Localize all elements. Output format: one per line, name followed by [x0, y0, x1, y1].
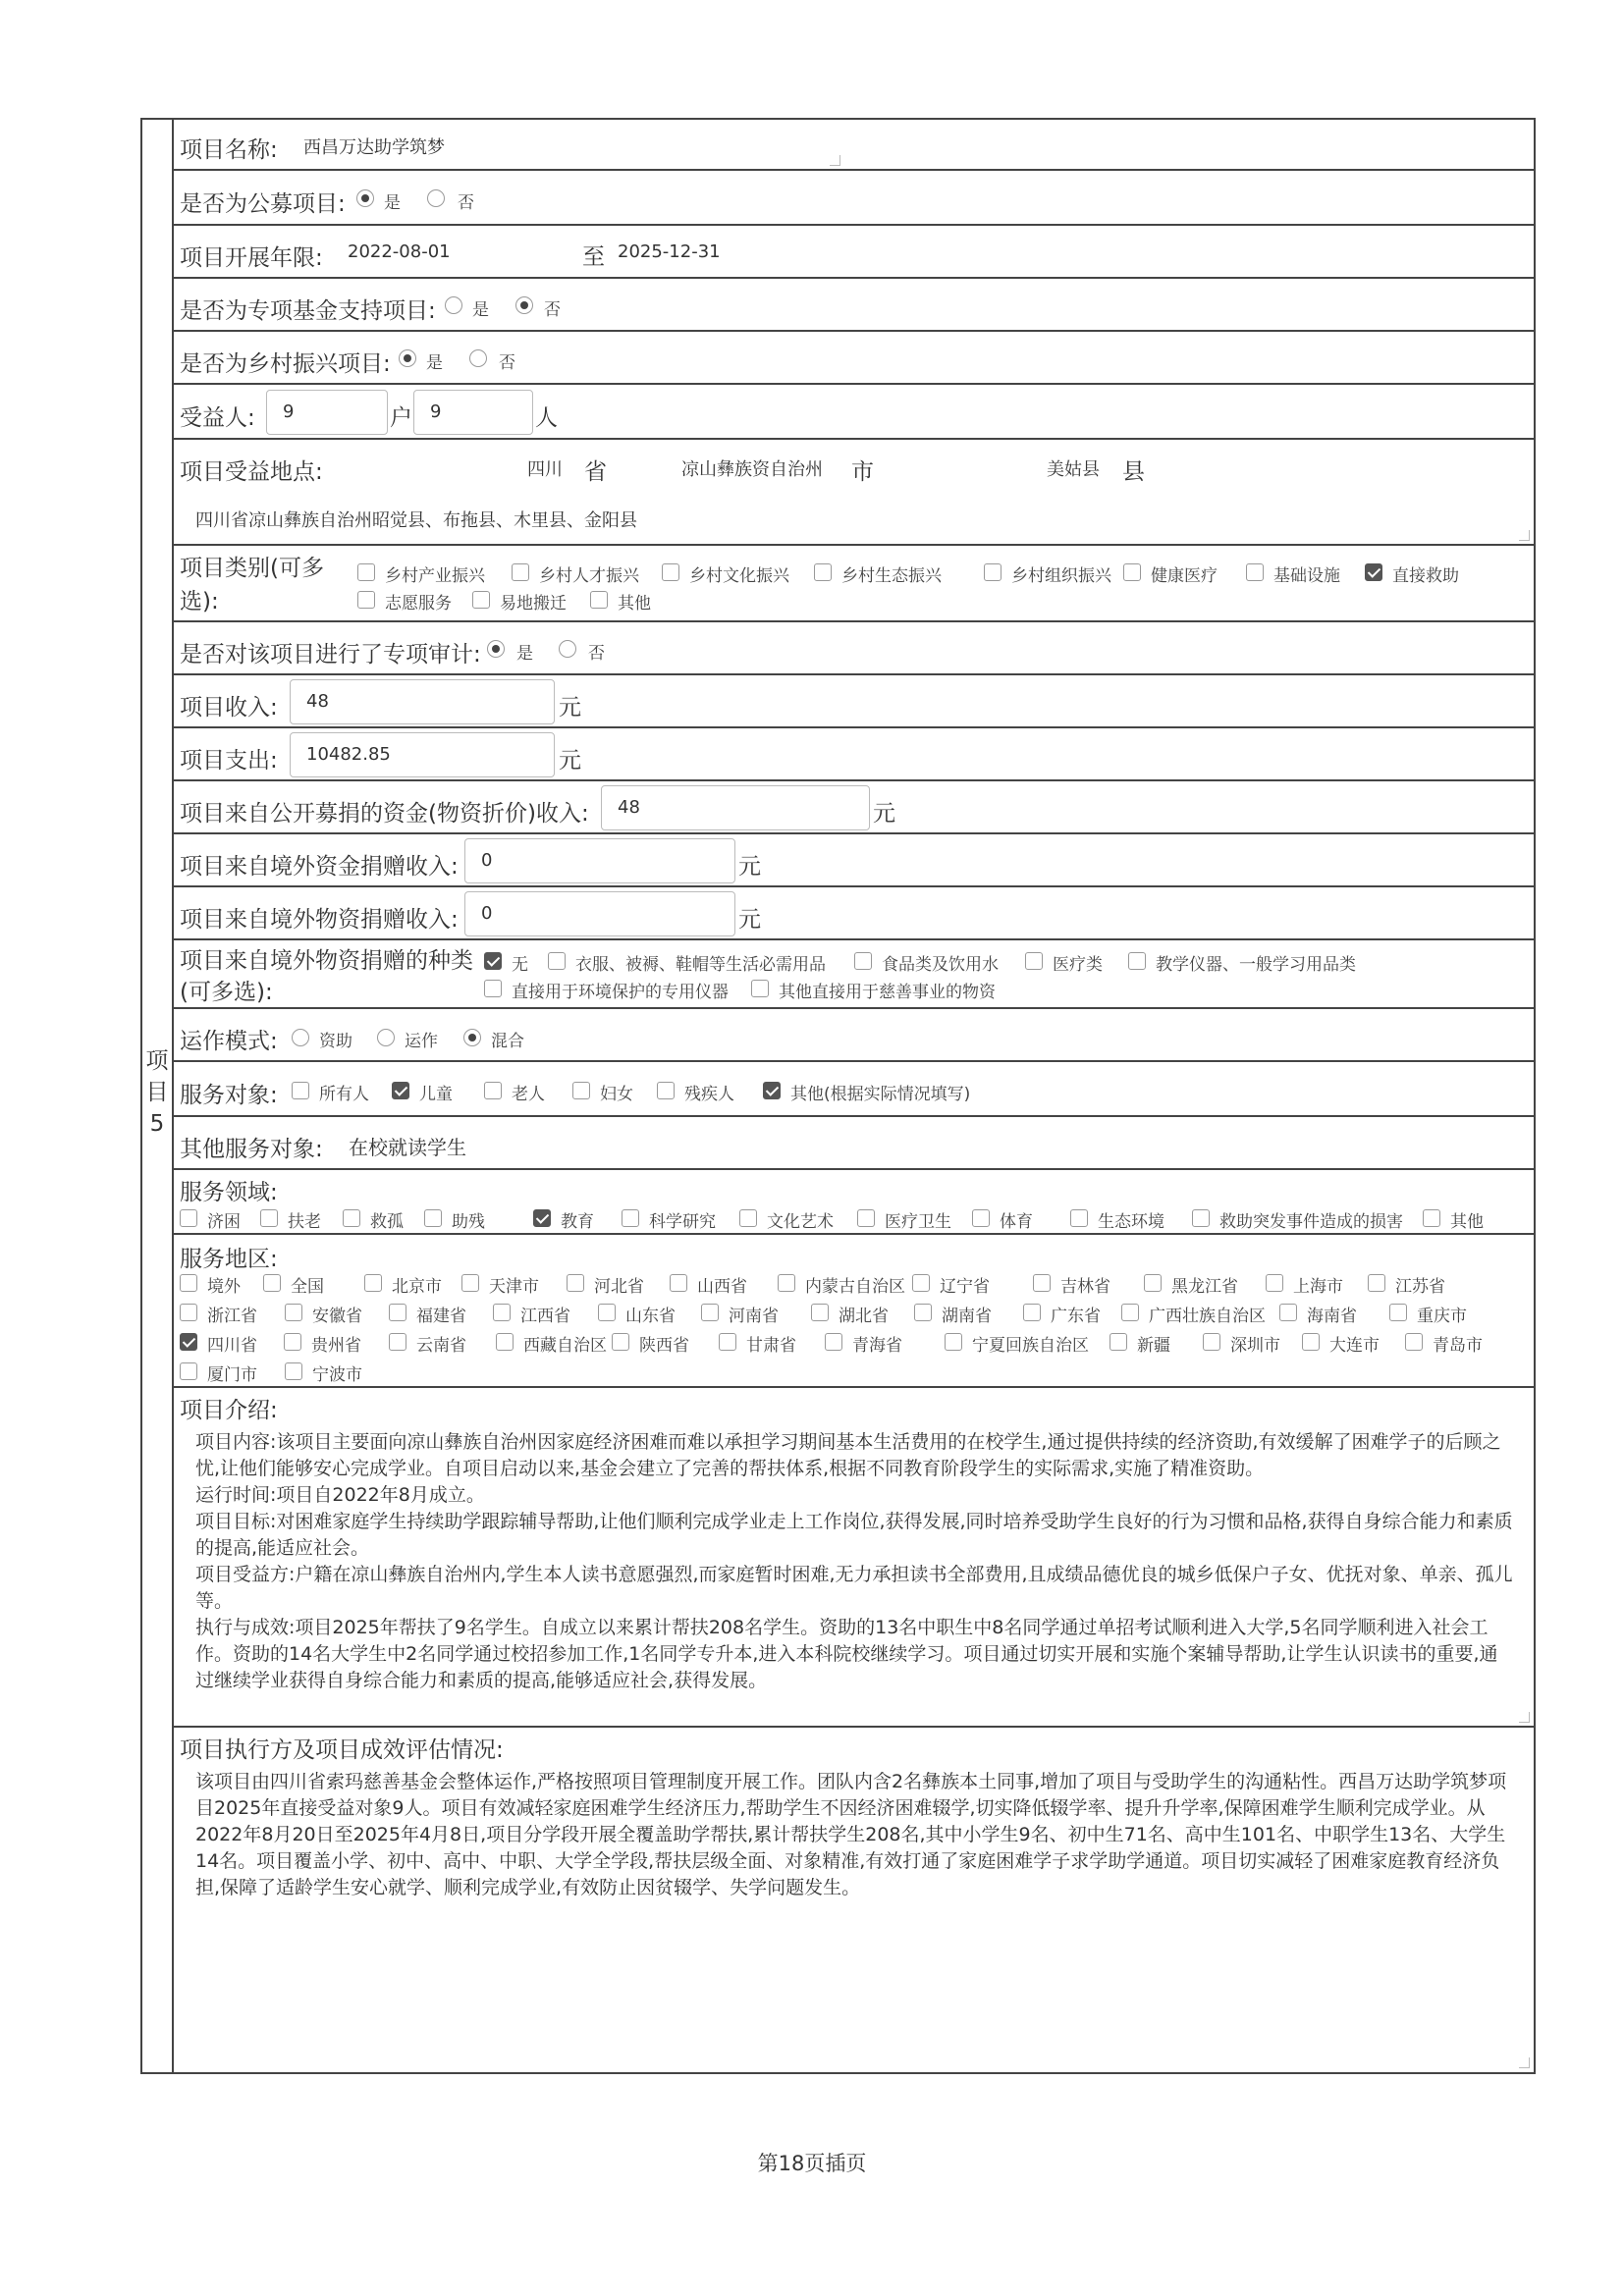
foreign-option-label: 衣服、被褥、鞋帽等生活必需用品 [575, 955, 826, 975]
region-option-label: 内蒙古自治区 [805, 1277, 905, 1297]
field-chk-3[interactable] [424, 1209, 442, 1227]
period-label: 项目开展年限: [180, 245, 323, 271]
fields-label: 服务领域: [180, 1180, 278, 1205]
region-chk-29[interactable] [719, 1333, 736, 1351]
region-chk-24[interactable] [180, 1333, 197, 1351]
category-chk-7[interactable] [1365, 563, 1382, 581]
category-option-label: 基础设施 [1273, 566, 1340, 586]
region-chk-17[interactable] [701, 1304, 719, 1321]
foreign-types-label-line1: 项目来自境外物资捐赠的种类 [180, 948, 473, 974]
audit-yes-label: 是 [516, 644, 533, 664]
project-name-label: 项目名称: [180, 137, 278, 163]
foreign-option-label: 医疗类 [1053, 955, 1103, 975]
intro-paragraph-goal: 项目目标:对困难家庭学生持续助学跟踪辅导帮助,让他们顺利完成学业走上工作岗位,获得发展,同时培养受助学生良好的行为习惯和品格,获得自身综合能力和素质的提高,能适应社会。 [195, 1511, 1513, 1559]
period-to: 至 [582, 244, 605, 270]
row-intro [174, 1388, 1536, 1728]
target-option-label: 所有人 [319, 1085, 369, 1104]
foreign-option-label: 无 [512, 955, 528, 975]
region-chk-28[interactable] [612, 1333, 629, 1351]
evaluation-label: 项目执行方及项目成效评估情况: [180, 1737, 504, 1763]
region-option-label: 全国 [291, 1277, 324, 1297]
region-chk-18[interactable] [811, 1304, 829, 1321]
category-chk-3[interactable] [814, 563, 832, 581]
region-chk-2[interactable] [364, 1274, 382, 1292]
target-chk-5[interactable] [763, 1082, 781, 1099]
category-option-label: 乡村组织振兴 [1011, 566, 1111, 586]
region-option-label: 云南省 [416, 1336, 466, 1356]
region-chk-10[interactable] [1266, 1274, 1283, 1292]
region-option-label: 青海省 [852, 1336, 902, 1356]
field-option-label: 其他 [1450, 1212, 1484, 1232]
region-chk-37[interactable] [285, 1362, 302, 1380]
category-chk-1[interactable] [512, 563, 529, 581]
category-option-label: 乡村人才振兴 [539, 566, 639, 586]
resize-handle[interactable] [1519, 2057, 1530, 2068]
special-fund-yes-label: 是 [472, 300, 489, 320]
region-chk-14[interactable] [389, 1304, 406, 1321]
region-option-label: 广西壮族自治区 [1149, 1307, 1266, 1326]
other-targets-value[interactable]: 在校就读学生 [349, 1136, 466, 1159]
field-chk-6[interactable] [739, 1209, 757, 1227]
row-location [174, 440, 1536, 546]
region-option-label: 辽宁省 [940, 1277, 990, 1297]
foreign-types-label-line2: (可多选): [180, 980, 273, 1005]
category-label-line1: 项目类别(可多 [180, 556, 324, 581]
category-chk-5[interactable] [1123, 563, 1141, 581]
mode-radio-0[interactable] [292, 1029, 309, 1046]
field-chk-4[interactable] [533, 1209, 551, 1227]
foreign-chk-4[interactable] [1128, 952, 1146, 970]
public-income-unit: 元 [873, 801, 895, 827]
audit-label: 是否对该项目进行了专项审计: [180, 642, 481, 667]
foreign-fund-label: 项目来自境外资金捐赠收入: [180, 854, 459, 880]
mode-option-label: 运作 [405, 1032, 438, 1051]
foreign-goods-label: 项目来自境外物资捐赠收入: [180, 907, 459, 933]
region-option-label: 浙江省 [207, 1307, 257, 1326]
category-option-label: 乡村生态振兴 [841, 566, 942, 586]
region-chk-15[interactable] [493, 1304, 511, 1321]
field-chk-5[interactable] [622, 1209, 639, 1227]
row-rural [174, 332, 1536, 385]
foreign-option-label: 教学仪器、一般学习用品类 [1156, 955, 1356, 975]
field-option-label: 文化艺术 [767, 1212, 834, 1232]
field-option-label: 救孤 [370, 1212, 404, 1232]
foreign-fund-unit: 元 [738, 854, 761, 880]
region-chk-27[interactable] [496, 1333, 514, 1351]
category-option-label: 直接救助 [1392, 566, 1459, 586]
foreign-chk-5[interactable] [484, 980, 502, 997]
target-option-label: 妇女 [600, 1085, 633, 1104]
field-option-label: 助残 [452, 1212, 485, 1232]
region-chk-30[interactable] [825, 1333, 842, 1351]
location-county[interactable]: 美姑县 [1047, 459, 1100, 480]
public-no-radio[interactable] [427, 189, 445, 207]
region-option-label: 湖北省 [839, 1307, 889, 1326]
row-foreign-types [174, 940, 1536, 1009]
row-evaluation [174, 1728, 1536, 2074]
row-public-fundraising [174, 171, 1536, 226]
foreign-chk-3[interactable] [1025, 952, 1043, 970]
location-city[interactable]: 凉山彝族资自治州 [681, 459, 823, 480]
category-chk-2[interactable] [662, 563, 679, 581]
region-chk-0[interactable] [180, 1274, 197, 1292]
field-chk-2[interactable] [343, 1209, 360, 1227]
rural-label: 是否为乡村振兴项目: [180, 351, 391, 377]
income-input[interactable]: 48 [290, 679, 555, 724]
category-option-label: 乡村产业振兴 [385, 566, 485, 586]
location-county-unit: 县 [1122, 459, 1145, 485]
row-period [174, 226, 1536, 279]
region-option-label: 大连市 [1329, 1336, 1380, 1356]
region-chk-11[interactable] [1368, 1274, 1385, 1292]
row-other-targets [174, 1117, 1536, 1170]
target-chk-3[interactable] [572, 1082, 590, 1099]
foreign-fund-input[interactable]: 0 [464, 838, 735, 883]
row-project-name [174, 118, 1536, 171]
region-option-label: 贵州省 [311, 1336, 361, 1356]
foreign-option-label: 直接用于环境保护的专用仪器 [512, 983, 729, 1002]
foreign-goods-input[interactable]: 0 [464, 891, 735, 936]
other-targets-label: 其他服务对象: [180, 1137, 323, 1162]
field-option-label: 生态环境 [1098, 1212, 1164, 1232]
region-chk-32[interactable] [1110, 1333, 1127, 1351]
region-chk-22[interactable] [1279, 1304, 1297, 1321]
resize-handle[interactable] [1519, 1712, 1530, 1723]
region-option-label: 河北省 [594, 1277, 644, 1297]
region-option-label: 河南省 [729, 1307, 779, 1326]
category-chk-4[interactable] [984, 563, 1001, 581]
intro-paragraph-content: 项目内容:该项目主要面向凉山彝族自治州因家庭经济困难而难以承担学习期间基本生活费用的在校学生,通过提供持续的经济资助,有效缓解了困难学子的后顾之忧,让他们能够安心完成学业。自项目启动以来,基金会建立了完善的帮扶体系,根据不同教育阶段学生的实际需求,实施了精准资助。 [195, 1431, 1501, 1479]
category-option-label: 易地搬迁 [500, 594, 567, 614]
field-option-label: 救助突发事件造成的损害 [1219, 1212, 1403, 1232]
target-option-label: 其他(根据实际情况填写) [790, 1085, 971, 1104]
public-yes-radio[interactable] [356, 189, 374, 207]
field-option-label: 教育 [561, 1212, 594, 1232]
mode-radio-2[interactable] [463, 1029, 481, 1046]
field-chk-0[interactable] [180, 1209, 197, 1227]
side-label: 项目5 [145, 1048, 169, 1137]
region-chk-36[interactable] [180, 1362, 197, 1380]
field-option-label: 扶老 [288, 1212, 321, 1232]
intro-paragraph-result: 执行与成效:项目2025年帮扶了9名学生。自成立以来累计帮扶208名学生。资助的13名中职生中8名同学通过单招考试顺利进入大学,5名同学顺利进入社会工作。资助的14名大学生中2名同学通过校招参加工作,1名同学专升本,进入本科院校继续学习。项目通过切实开展和实施个案辅导帮助,让学生认识读书的重要,通过继续学业获得自身综合能力和素质的提高,能够适应社会,获得发展。 [195, 1617, 1498, 1691]
resize-handle[interactable] [830, 155, 840, 166]
rural-yes-radio[interactable] [399, 349, 416, 367]
mode-label: 运作模式: [180, 1029, 278, 1054]
region-option-label: 青岛市 [1433, 1336, 1483, 1356]
intro-text[interactable] [195, 1429, 1516, 1694]
field-chk-7[interactable] [857, 1209, 875, 1227]
region-option-label: 天津市 [489, 1277, 539, 1297]
region-chk-7[interactable] [912, 1274, 930, 1292]
public-yes-label: 是 [384, 193, 401, 213]
region-chk-3[interactable] [461, 1274, 479, 1292]
page-footer: 第18页插页 [757, 2152, 867, 2175]
mode-radio-1[interactable] [377, 1029, 395, 1046]
region-option-label: 湖南省 [942, 1307, 992, 1326]
category-option-label: 志愿服务 [385, 594, 452, 614]
period-start[interactable]: 2022-08-01 [348, 241, 451, 262]
field-chk-1[interactable] [260, 1209, 278, 1227]
audit-no-radio[interactable] [559, 640, 576, 658]
region-option-label: 上海市 [1293, 1277, 1343, 1297]
region-option-label: 广东省 [1051, 1307, 1101, 1326]
region-option-label: 吉林省 [1060, 1277, 1110, 1297]
category-chk-9[interactable] [472, 591, 490, 609]
location-detail[interactable]: 四川省凉山彝族自治州昭觉县、布拖县、木里县、金阳县 [195, 510, 637, 531]
special-fund-no-radio[interactable] [515, 296, 533, 314]
category-option-label: 乡村文化振兴 [689, 566, 789, 586]
category-option-label: 其他 [618, 594, 651, 614]
location-city-unit: 市 [851, 459, 874, 485]
region-option-label: 黑龙江省 [1171, 1277, 1238, 1297]
region-option-label: 北京市 [392, 1277, 442, 1297]
region-option-label: 西藏自治区 [523, 1336, 607, 1356]
public-income-input[interactable]: 48 [601, 785, 870, 830]
region-option-label: 四川省 [207, 1336, 257, 1356]
field-chk-11[interactable] [1423, 1209, 1440, 1227]
foreign-option-label: 其他直接用于慈善事业的物资 [779, 983, 996, 1002]
region-chk-21[interactable] [1121, 1304, 1139, 1321]
region-chk-6[interactable] [778, 1274, 795, 1292]
foreign-option-label: 食品类及饮用水 [882, 955, 999, 975]
public-label: 是否为公募项目: [180, 191, 346, 217]
target-option-label: 儿童 [419, 1085, 453, 1104]
rural-no-label: 否 [499, 353, 515, 373]
location-province[interactable]: 四川 [527, 459, 563, 480]
mode-option-label: 资助 [319, 1032, 352, 1051]
row-beneficiaries [174, 385, 1536, 440]
region-chk-25[interactable] [284, 1333, 301, 1351]
region-chk-8[interactable] [1033, 1274, 1051, 1292]
region-option-label: 江西省 [520, 1307, 570, 1326]
rural-yes-label: 是 [426, 353, 443, 373]
region-chk-35[interactable] [1405, 1333, 1423, 1351]
target-chk-0[interactable] [292, 1082, 309, 1099]
persons-input[interactable]: 9 [413, 390, 533, 435]
public-income-label: 项目来自公开募捐的资金(物资折价)收入: [180, 801, 589, 827]
region-chk-33[interactable] [1203, 1333, 1220, 1351]
category-chk-10[interactable] [590, 591, 608, 609]
foreign-chk-6[interactable] [751, 980, 769, 997]
expense-unit: 元 [559, 748, 581, 774]
region-chk-12[interactable] [180, 1304, 197, 1321]
region-option-label: 海南省 [1307, 1307, 1357, 1326]
region-chk-5[interactable] [670, 1274, 687, 1292]
rural-no-radio[interactable] [469, 349, 487, 367]
households-input[interactable]: 9 [266, 390, 388, 435]
region-chk-34[interactable] [1302, 1333, 1320, 1351]
expense-input[interactable]: 10482.85 [290, 732, 555, 777]
row-operation-mode [174, 1009, 1536, 1062]
row-income [174, 675, 1536, 728]
row-public-income [174, 781, 1536, 834]
category-label-line2: 选): [180, 589, 219, 614]
row-service-targets [174, 1062, 1536, 1117]
region-chk-31[interactable] [945, 1333, 962, 1351]
region-option-label: 甘肃省 [746, 1336, 796, 1356]
project-name-value[interactable]: 西昌万达助学筑梦 [303, 137, 445, 158]
region-chk-4[interactable] [567, 1274, 584, 1292]
evaluation-text[interactable] [195, 1769, 1516, 1901]
target-chk-4[interactable] [657, 1082, 675, 1099]
period-end[interactable]: 2025-12-31 [618, 241, 721, 262]
row-special-fund [174, 279, 1536, 332]
audit-no-label: 否 [588, 644, 605, 664]
region-option-label: 重庆市 [1417, 1307, 1467, 1326]
field-option-label: 体育 [1000, 1212, 1033, 1232]
special-fund-label: 是否为专项基金支持项目: [180, 298, 436, 324]
region-chk-19[interactable] [914, 1304, 932, 1321]
persons-unit: 人 [535, 405, 558, 431]
intro-label: 项目介绍: [180, 1398, 278, 1423]
region-option-label: 新疆 [1137, 1336, 1170, 1356]
row-category [174, 546, 1536, 622]
region-chk-20[interactable] [1023, 1304, 1041, 1321]
audit-yes-radio[interactable] [487, 640, 505, 658]
special-fund-no-label: 否 [544, 300, 561, 320]
target-chk-2[interactable] [484, 1082, 502, 1099]
row-audit [174, 622, 1536, 675]
evaluation-paragraph: 该项目由四川省索玛慈善基金会整体运作,严格按照项目管理制度开展工作。团队内含2名彝族本土同事,增加了项目与受助学生的沟通粘性。西昌万达助学筑梦项目2025年直接受益对象9人。项目有效减轻家庭困难学生经济压力,帮助学生不因经济困难辍学,切实降低辍学率、提升升学率,保障困难学生顺利完成学业。从2022年8月20日至2025年4月8日,项目分学段开展全覆盖助学帮扶,累计帮扶学生208名,其中小学生9名、初中生71名、高中生101名、中职学生13名、大学生14名。项目覆盖小学、初中、高中、中职、大学全学段,帮扶层级全面、对象精准,有效打通了家庭困难学子求学助学通道。项目切实减轻了困难家庭教育经济负担,保障了适龄学生安心就学、顺利完成学业,有效防止因贫辍学、失学问题发生。 [195, 1771, 1507, 1898]
region-chk-26[interactable] [389, 1333, 406, 1351]
income-label: 项目收入: [180, 695, 278, 721]
expense-label: 项目支出: [180, 748, 278, 774]
foreign-goods-unit: 元 [738, 907, 761, 933]
region-option-label: 深圳市 [1230, 1336, 1280, 1356]
row-expense [174, 728, 1536, 781]
category-option-label: 健康医疗 [1151, 566, 1218, 586]
intro-paragraph-beneficiary: 项目受益方:户籍在凉山彝族自治州内,学生本人读书意愿强烈,而家庭暂时困难,无力承担读书全部费用,且成绩品德优良的城乡低保户子女、优抚对象、单亲、孤儿等。 [195, 1564, 1513, 1612]
region-option-label: 安徽省 [312, 1307, 362, 1326]
category-chk-0[interactable] [357, 563, 375, 581]
beneficiaries-label: 受益人: [180, 405, 255, 431]
target-chk-1[interactable] [392, 1082, 409, 1099]
category-chk-6[interactable] [1246, 563, 1264, 581]
region-chk-13[interactable] [285, 1304, 302, 1321]
row-foreign-goods [174, 887, 1536, 940]
region-option-label: 陕西省 [639, 1336, 689, 1356]
foreign-chk-1[interactable] [548, 952, 566, 970]
foreign-chk-0[interactable] [484, 952, 502, 970]
category-chk-8[interactable] [357, 591, 375, 609]
target-option-label: 残疾人 [684, 1085, 734, 1104]
targets-label: 服务对象: [180, 1083, 278, 1108]
income-unit: 元 [559, 695, 581, 721]
region-chk-1[interactable] [263, 1274, 281, 1292]
region-chk-9[interactable] [1144, 1274, 1162, 1292]
location-province-unit: 省 [584, 459, 607, 485]
resize-handle[interactable] [1519, 530, 1530, 541]
region-option-label: 厦门市 [207, 1365, 257, 1385]
special-fund-yes-radio[interactable] [445, 296, 462, 314]
field-option-label: 医疗卫生 [885, 1212, 951, 1232]
region-option-label: 山西省 [697, 1277, 747, 1297]
region-option-label: 宁夏回族自治区 [972, 1336, 1089, 1356]
row-foreign-fund [174, 834, 1536, 887]
region-chk-23[interactable] [1389, 1304, 1407, 1321]
region-chk-16[interactable] [598, 1304, 616, 1321]
region-option-label: 宁波市 [312, 1365, 362, 1385]
field-chk-9[interactable] [1070, 1209, 1088, 1227]
region-option-label: 江苏省 [1395, 1277, 1445, 1297]
intro-paragraph-runtime: 运行时间:项目自2022年8月成立。 [195, 1484, 485, 1506]
location-label: 项目受益地点: [180, 459, 323, 485]
target-option-label: 老人 [512, 1085, 545, 1104]
regions-label: 服务地区: [180, 1247, 278, 1272]
foreign-chk-2[interactable] [854, 952, 872, 970]
row-service-fields [174, 1170, 1536, 1235]
public-no-label: 否 [458, 193, 474, 213]
region-option-label: 福建省 [416, 1307, 466, 1326]
field-chk-8[interactable] [972, 1209, 990, 1227]
mode-option-label: 混合 [491, 1032, 524, 1051]
field-option-label: 济困 [207, 1212, 241, 1232]
row-service-regions [174, 1235, 1536, 1388]
region-option-label: 山东省 [625, 1307, 676, 1326]
region-option-label: 境外 [207, 1277, 241, 1297]
field-chk-10[interactable] [1192, 1209, 1210, 1227]
households-unit: 户 [390, 405, 412, 431]
field-option-label: 科学研究 [649, 1212, 716, 1232]
